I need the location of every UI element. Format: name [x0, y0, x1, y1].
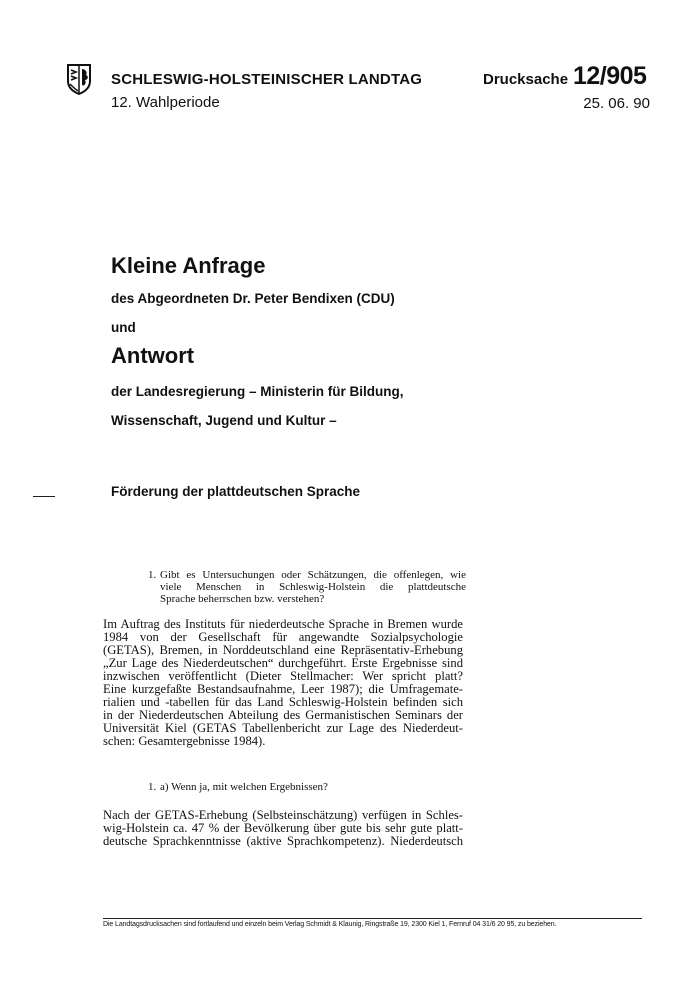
coat-of-arms-icon [66, 63, 92, 95]
answer-1 [103, 618, 463, 748]
author-line: des Abgeordneten Dr. Peter Bendixen (CDU) [111, 291, 395, 306]
footer-divider [103, 918, 642, 919]
parliament-name: SCHLESWIG-HOLSTEINISCHER LANDTAG [111, 71, 423, 88]
answer-line: „Zur Lage des Niederdeutschen“ durchgeführt. Erste Ergebnisse sind [103, 656, 463, 670]
answer-line: inzwischen veröffentlicht (Dieter Stellmacher: Wer spricht platt? [103, 669, 463, 683]
question-number: 1. [148, 569, 157, 581]
answer-line: (GETAS), Bremen, in Norddeutschland eine Repräsentativ-Erhebung [103, 643, 463, 657]
heading-kleine-anfrage: Kleine Anfrage [111, 253, 266, 278]
question-text: a) Wenn ja, mit welchen Ergebnissen? [160, 781, 328, 793]
question-number: 1. [148, 781, 157, 793]
question-line: Gibt es Untersuchungen oder Schätzungen, die offenlegen, wie [160, 569, 466, 581]
footer-note: Die Landtagsdrucksachen sind fortlaufend und einzeln beim Verlag Schmidt & Klaunig, Ringstraße 19, 2300 Kiel 1, Fernruf 04 31/6 20 95, zu beziehen. [103, 921, 557, 928]
answer-line: deutsche Sprachkenntnisse (aktive Sprachkompetenz). Niederdeutsch [103, 834, 463, 848]
answer-line: in der Niederdeutschen Abteilung des Germanistischen Seminars der [103, 708, 463, 722]
heading-antwort: Antwort [111, 343, 195, 368]
government-line-2: Wissenschaft, Jugend und Kultur – [111, 413, 337, 428]
government-line-1: der Landesregierung – Ministerin für Bildung, [111, 384, 404, 399]
question-1 [148, 569, 466, 605]
question-1a [148, 781, 466, 793]
answer-line: Universität Kiel (GETAS Tabellenbericht zur Lage des Niederdeut- [103, 721, 463, 735]
and-line: und [111, 320, 136, 335]
margin-mark [33, 496, 55, 497]
legislative-period: 12. Wahlperiode [111, 94, 220, 111]
answer-line: Eine kurzgefaßte Bestandsaufnahme, Leer 1987); die Umfragemate- [103, 682, 463, 696]
topic-title: Förderung der plattdeutschen Sprache [111, 484, 361, 499]
answer-line: Im Auftrag des Instituts für niederdeutsche Sprache in Bremen wurde [103, 617, 463, 631]
answer-line: wig-Holstein ca. 47 % der Bevölkerung über gute bis sehr gute platt- [103, 821, 463, 835]
answer-line: schen: Gesamtergebnisse 1984). [103, 734, 266, 748]
document-date: 25. 06. 90 [583, 95, 650, 112]
answer-line: Nach der GETAS-Erhebung (Selbsteinschätzung) verfügen in Schles- [103, 808, 463, 822]
answer-line: 1984 von der Gesellschaft für angewandte Sozialpsychologie [103, 630, 463, 644]
question-line: Sprache beherrschen bzw. verstehen? [160, 593, 325, 605]
drucksache-label: Drucksache [483, 71, 569, 88]
question-line: viele Menschen in Schleswig-Holstein die plattdeutsche [160, 581, 466, 593]
answer-2 [103, 809, 463, 848]
answer-line: rialien und -tabellen für das Land Schleswig-Holstein befinden sich [103, 695, 463, 709]
drucksache-number: 12/905 [573, 62, 647, 90]
